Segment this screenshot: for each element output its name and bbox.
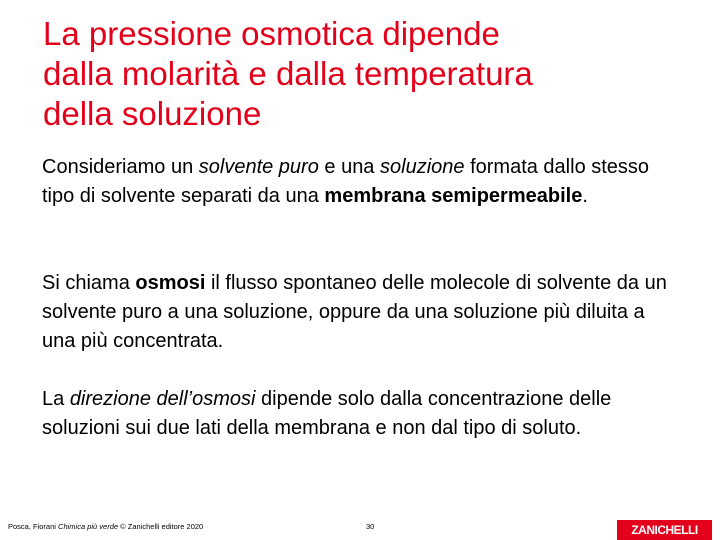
emphasis-soluzione: soluzione: [380, 156, 465, 178]
emphasis-solvente-puro: solvente puro: [198, 156, 319, 178]
text-segment: e una: [318, 156, 380, 178]
emphasis-direzione-osmosi: direzione dell’osmosi: [69, 388, 256, 410]
text-segment: .: [582, 185, 588, 207]
text-segment: il flusso spontaneo delle molecole di solvente da un solvente puro a una soluzione, oppure da una soluzione più diluita a una più concentrata.: [42, 272, 667, 352]
text-segment: formata dallo stesso tipo di solvente separati da una: [42, 156, 650, 207]
bold-membrana-semipermeabile: membrana semipermeabile: [324, 185, 583, 207]
title-line-3: della soluzione: [43, 95, 262, 132]
paragraph-solvent-membrane: [42, 153, 682, 211]
text-segment: dipende solo dalla concentrazione delle soluzioni sui due lati della membrana e non dal tipo di soluto.: [42, 388, 612, 439]
title-line-1: La pressione osmotica dipende: [43, 15, 500, 52]
title-line-2: dalla molarità e dalla temperatura: [43, 55, 533, 92]
zanichelli-logo: ZANICHELLI: [617, 520, 712, 540]
footer-book-title: Chimica più verde: [58, 522, 119, 531]
footer-publisher: © Zanichelli editore 2020: [118, 522, 204, 531]
text-segment: Si chiama: [42, 272, 136, 294]
text-segment: La: [42, 388, 70, 410]
bold-osmosi: osmosi: [135, 272, 206, 294]
footer-credits: [8, 522, 203, 531]
paragraph-osmosi-direction: [42, 385, 682, 443]
paragraph-osmosi-definition: [42, 269, 682, 356]
text-segment: Consideriamo un: [42, 156, 199, 178]
page-number: 30: [366, 522, 375, 531]
footer-authors: Posca, Fiorani: [8, 522, 59, 531]
slide-title: [43, 14, 703, 134]
